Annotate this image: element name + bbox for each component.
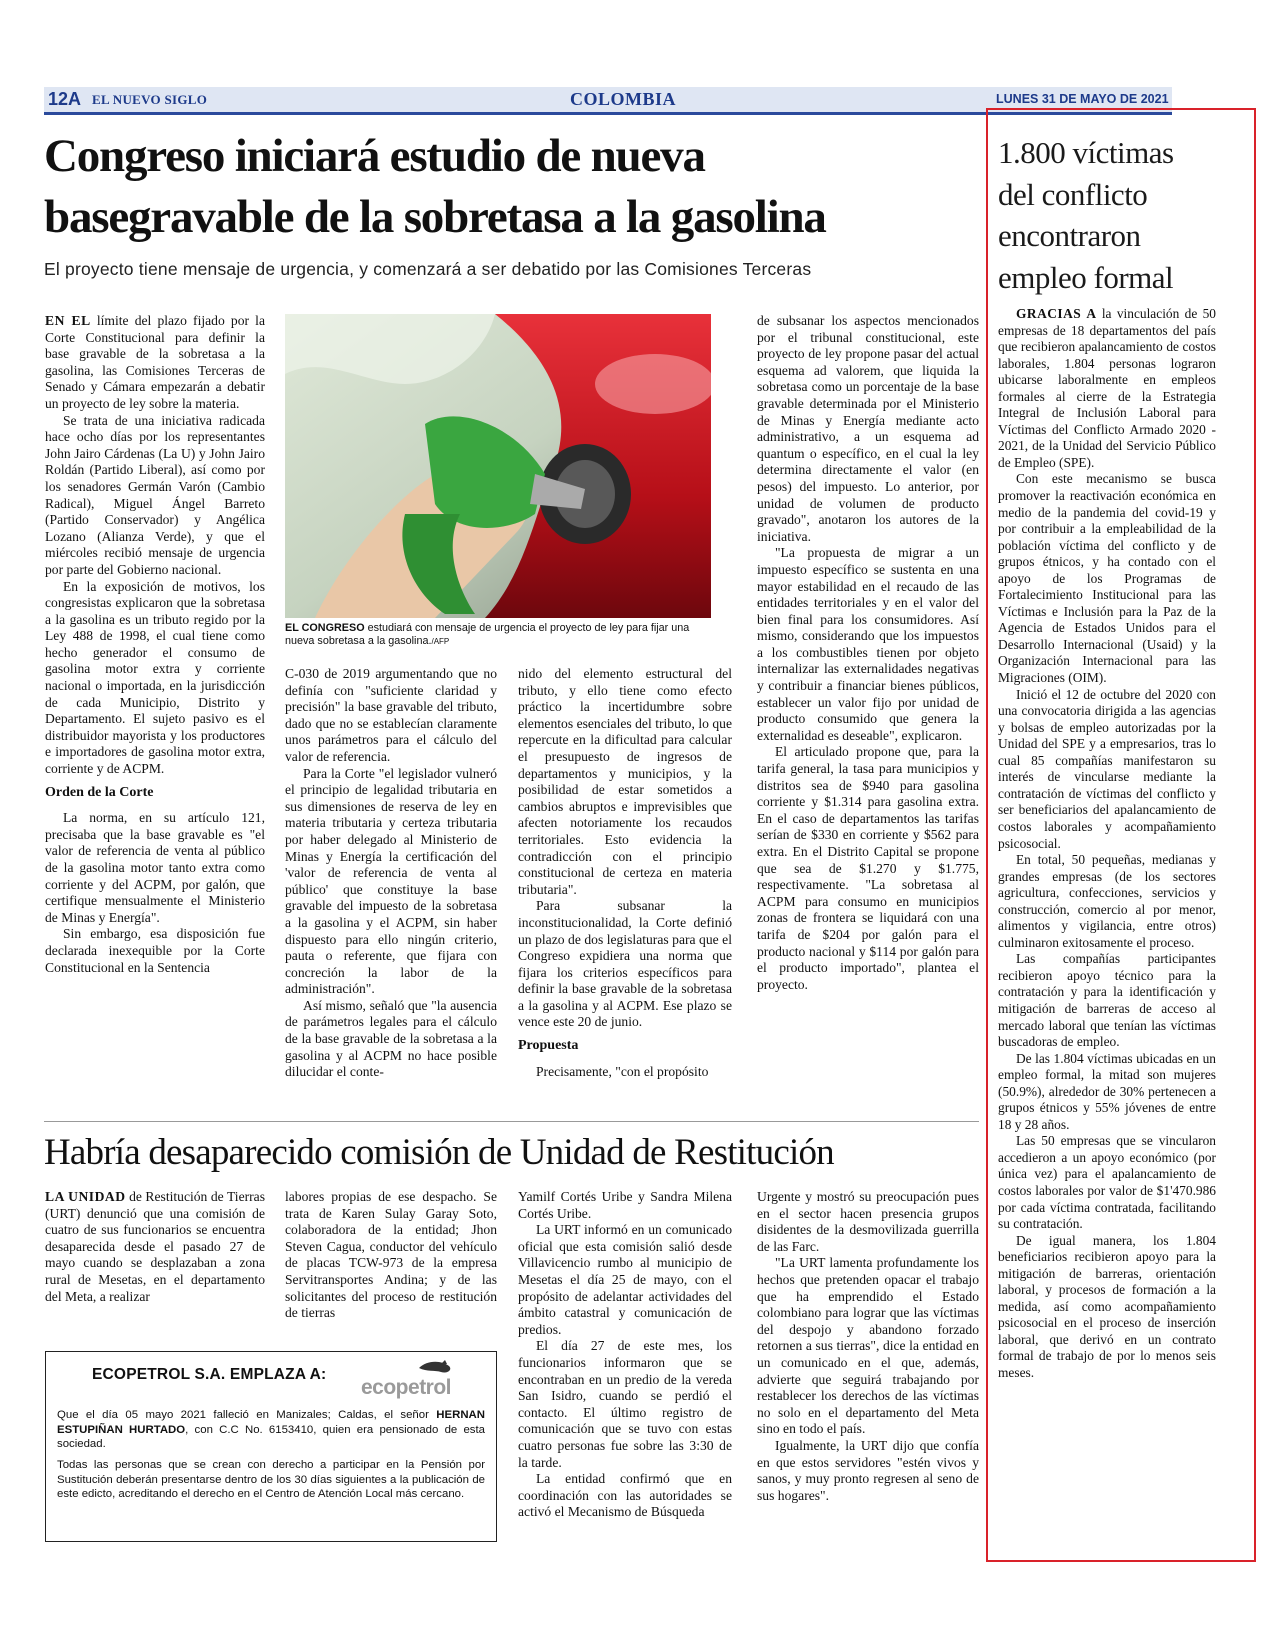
headline-line1: Congreso iniciará estudio de nueva bbox=[44, 130, 705, 182]
paragraph: Igualmente, la URT dijo que confía en que estos servidores "estén vivos y sanos, y muy pronto regresen al seno de sus hogares". bbox=[757, 1437, 979, 1503]
main-col3 bbox=[518, 666, 732, 1080]
paragraph: Para subsanar la inconstitucionalidad, la Corte definió un plazo de dos legislaturas para que el Congreso expidiera una norma que fijara los criterios específicos para definir la base gravable de la sobretasa a la gasolina y al ACPM. Ese plazo se vence este 20 de junio. bbox=[518, 898, 732, 1030]
sidebar-title-line: encontraron bbox=[998, 218, 1141, 253]
paragraph: De igual manera, los 1.804 beneficiarios recibieron apoyo para la mitigación de barreras, orientación laboral, y procesos de formación a la medida, así como acompañamiento psicosocial en el proceso de inserción laboral, que derivó en un contrato formal de trabajo de por lo menos seis meses. bbox=[998, 1232, 1216, 1380]
paragraph: La entidad confirmó que en coordinación con las autoridades se activó el Mecanismo de Búsqueda bbox=[518, 1471, 732, 1520]
lead-in: EN EL bbox=[45, 313, 91, 328]
photo-illustration bbox=[285, 314, 711, 618]
section-name: COLOMBIA bbox=[570, 89, 677, 109]
main-col4 bbox=[757, 313, 979, 993]
paragraph: labores propias de ese despacho. Se trata de Karen Sulay Garay Soto, colaboradora de la entidad; Jhon Steven Cagua, conductor del vehículo de placas TCW-973 de la empresa Servitransportes Andina; y de las solicitantes del proceso de restitución de tierras bbox=[285, 1189, 497, 1321]
paragraph: de Restitución de Tierras (URT) denunció que una comisión de cuatro de sus funcionarios se encuentra desaparecida desde el pasado 27 de mayo cuando se desplazaban a zona rural de Mesetas, en el departamento del Meta, a realizar bbox=[45, 1189, 265, 1304]
subhead: Propuesta bbox=[518, 1038, 579, 1054]
headline-line2: basegravable de la sobretasa a la gasolina bbox=[44, 191, 826, 243]
paragraph: El articulado propone que, para la tarifa general, la tasa para municipios y distritos sea de $940 para gasolina corriente y $1.314 para gasolina extra. En el caso de departamentos las tarifas serían de $330 en corriente y $562 para extra. En el Distrito Capital se propone que sea de $1.270 y $1.775, respectivamente. "La sobretasa al ACPM para consumo en municipios zonas de frontera se liquidará con una tarifa de $204 por galón para el producto nacional y $114 por galón para el producto importado", plantea el proyecto. bbox=[757, 744, 979, 992]
paragraph: "La propuesta de migrar a un impuesto específico se sustenta en una mayor estabilidad en el recaudo de las entidades territoriales y en el valor del bien final para los consumidores. Así mismo, considerando que los impuestos a los combustibles tienen por objeto internalizar las externalidades negativas y contribuir a financiar bienes públicos, establecer un valor fijo por unidad de producto consumido que genera la externalidad es deseable", explicaron. bbox=[757, 545, 979, 743]
paragraph: Así mismo, señaló que "la ausencia de parámetros legales para el cálculo de la base gravable de la sobretasa a la gasolina y al ACPM no hace posible dilucidar el conte- bbox=[285, 997, 497, 1080]
notice-title: ECOPETROL S.A. EMPLAZA A: bbox=[92, 1366, 327, 1383]
main-col2 bbox=[285, 666, 497, 1081]
paragraph: C-030 de 2019 argumentando que no definía con "suficiente claridad y precisión" la base gravable del tributo, dado que no se establecían claramente unos parámetros para el cálculo del valor de referencia. bbox=[285, 666, 497, 764]
paragraph: Inició el 12 de octubre del 2020 con una convocatoria dirigida a las agencias y bolsas de empleo autorizadas por la Unidad del SPE y a empresarios, tras lo cual 85 compañías manifestaron su interés de vincularse mediante la contratación de víctimas del conflicto y ser beneficiarios del apalancamiento de costos laborales y acompañamiento psicosocial. bbox=[998, 686, 1216, 851]
paragraph: Con este mecanismo se busca promover la reactivación económica en medio de la pandemia del covid-19 y por contribuir a la empleabilidad de la población víctima del conflicto y de grupos étnicos, y ha contado con el apoyo de los Programas de Fortalecimiento Institucional para las Víctimas e Inclusión para la Paz de la Agencia de Estados Unidos para el Desarrollo Internacional (Usaid) y la Organización Internacional para las Migraciones (OIM). bbox=[998, 471, 1216, 686]
paragraph: límite del plazo fijado por la Corte Constitucional para definir la base gravable de la sobretasa a la gasolina, las Comisiones Terceras de Senado y Cámara empezarán a debatir un proyecto de ley sobre la materia. bbox=[45, 313, 265, 411]
second-col3 bbox=[518, 1189, 732, 1521]
lead-in: LA UNIDAD bbox=[45, 1189, 126, 1204]
paragraph: En la exposición de motivos, los congresistas explicaron que la sobretasa a la gasolina es un tributo regido por la Ley 488 de 1998, el cual tiene como hecho generador el consumo de gasolina motor extra y corriente nacional o importada, en la jurisdicción de cada Municipio, Distrito y Departamento. El sujeto pasivo es el distribuidor mayorista y los productores e importadores de gasolina motor extra, corriente y de ACPM. bbox=[45, 578, 265, 777]
paper-name: EL NUEVO SIGLO bbox=[92, 92, 208, 107]
paragraph: Para la Corte "el legislador vulneró el principio de legalidad tributaria en sus dimensiones de reserva de ley en materia tributaria y certeza tributaria por haber delegado al Ministerio de Minas y Energía la certificación del 'valor de referencia de venta al público' que constituye la base gravable del impuesto de la sobretasa a la gasolina y el ACPM, sin haber dispuesto para ello ningún criterio, pauta o referente, que fijara con concreción la labor de la administración". bbox=[285, 765, 497, 997]
paragraph: Urgente y mostró su preocupación pues en el sector hacen presencia grupos disidentes de la desmovilizada guerrilla de las Farc. bbox=[757, 1189, 979, 1254]
paragraph: Precisamente, "con el propósito bbox=[536, 1063, 709, 1079]
paragraph: La norma, en su artículo 121, precisaba que la base gravable es "el valor de referencia de venta al público de la gasolina motor tanto extra como corriente y del ACPM, por galón, que certifique mensualmente el Ministerio de Minas y Energía". bbox=[45, 810, 265, 925]
paragraph: la vinculación de 50 empresas de 18 departamentos del país que recibieron apalancamiento de costos laborales, 1.804 personas lograron ubicarse laboralmente en empleos formales al cierre de la Estrategia Integral de Inclusión Laboral para Víctimas del Conflicto Armado 2020 - 2021, de la Unidad del Servicio Público de Empleo (SPE). bbox=[998, 306, 1216, 470]
sidebar-body bbox=[998, 306, 1216, 1382]
photo-credit: /AFP bbox=[431, 637, 450, 646]
main-col1 bbox=[45, 313, 265, 976]
subhead: Orden de la Corte bbox=[45, 784, 154, 800]
paragraph: de subsanar los aspectos mencionados por el tribunal constitucional, este proyecto de ley propone pasar del actual esquema ad valorem, que liquida la sobretasa como un porcentaje de la base gravable determinada por el Ministerio de Minas y Energía mediante acto administrativo, a un esquema ad quantum o específico, en el cual la ley determina directamente el valor (en pesos) del impuesto. Lo anterior, por unidad de volumen de producto gravado", anotaron los autores de la iniciativa. bbox=[757, 313, 979, 544]
second-col1 bbox=[45, 1189, 265, 1305]
paragraph: nido del elemento estructural del tributo, y ello tiene como efecto práctico la incertidumbre sobre elementos esenciales del tributo, lo que repercute en la dificultad para calcular el presupuesto de ingresos de departamentos y municipios, y la posibilidad de estar sometidos a cambios abruptos e imprevisibles que afecten notoriamente los recaudos territoriales. Esto evidencia la contradicción con el principio constitucional de certeza en materia tributaria". bbox=[518, 666, 732, 897]
sidebar-title-line: 1.800 víctimas bbox=[998, 135, 1174, 170]
paragraph: El día 27 de este mes, los funcionarios informaron que se encontraban en un predio de la vereda San Isidro, cuando se perdió el contacto. El último registro de comunicación que se tuvo con estas cuatro personas fue sobre las 3:30 de la tarde. bbox=[518, 1338, 732, 1470]
notice-text: , con C.C No. 6153410, quien era pensionado de esta sociedad. bbox=[57, 1423, 485, 1451]
fuel-nozzle-photo bbox=[285, 314, 711, 618]
paragraph: La URT informó en un comunicado oficial que esta comisión salió desde Villavicencio rumbo al municipio de Mesetas el día 25 de mayo, con el propósito de adelantar actividades del ámbito catastral y comunicación de predios. bbox=[518, 1222, 732, 1337]
photo-caption bbox=[285, 622, 711, 648]
paragraph: Las compañías participantes recibieron apoyo técnico para la contratación y para la identificación y mitigación de barreras de acceso al mercado laboral que tenían las víctimas buscadoras de empleo. bbox=[998, 951, 1216, 1050]
second-col2 bbox=[285, 1189, 497, 1322]
notice-body-1 bbox=[57, 1408, 485, 1452]
ecopetrol-logo bbox=[361, 1358, 486, 1398]
page-number: 12A bbox=[48, 89, 82, 109]
date: LUNES 31 DE MAYO DE 2021 bbox=[996, 92, 1169, 106]
sidebar-title-line: empleo formal bbox=[998, 259, 1174, 295]
notice-text: Que el día 05 mayo 2021 falleció en Manizales; Caldas, el señor bbox=[57, 1409, 437, 1421]
subtitle: El proyecto tiene mensaje de urgencia, y comenzará a ser debatido por las Comisiones Terceras bbox=[44, 259, 812, 279]
paragraph: "La URT lamenta profundamente los hechos que pretenden opacar el trabajo que ha emprendido el Estado colombiano para lograr que las víctimas del despojo y abandono forzado retornen a sus tierras", dice la entidad en un comunicado en el que, además, advierte que seguirá trabajando por restablecer los derechos de las víctimas no solo en el departamento del Meta sino en todo el país. bbox=[757, 1255, 979, 1437]
caption-lead: EL CONGRESO bbox=[285, 622, 365, 634]
sidebar-headline bbox=[998, 132, 1248, 298]
section-divider bbox=[44, 1121, 979, 1122]
sidebar-title-line: del conflicto bbox=[998, 176, 1148, 212]
second-headline: Habría desaparecido comisión de Unidad de Restitución bbox=[44, 1132, 834, 1173]
logo-text: ecopetrol bbox=[361, 1376, 452, 1399]
caption-text: estudiará con mensaje de urgencia el proyecto de ley para fijar una nueva sobretasa a la gasolina. bbox=[285, 622, 690, 647]
ecopetrol-notice bbox=[45, 1351, 497, 1542]
deceased-name: HERNAN ESTUPIÑAN HURTADO bbox=[57, 1409, 485, 1436]
paragraph: Las 50 empresas que se vincularon accedieron a un apoyo económico (por única vez) para el apalancamiento de costos laborales por valor de $1'470.986 por cada víctima contratada, facilitando su contratación. bbox=[998, 1133, 1216, 1232]
paragraph: Yamilf Cortés Uribe y Sandra Milena Cortés Uribe. bbox=[518, 1189, 732, 1221]
paragraph: De las 1.804 víctimas ubicadas en un empleo formal, la mitad son mujeres (50.9%), alrededor de 30% pertenecen a grupos étnicos y 55% jóvenes de entre 18 y 28 años. bbox=[998, 1050, 1216, 1132]
paragraph: Se trata de una iniciativa radicada hace ocho días por los representantes John Jairo Cárdenas (La U) y John Jairo Roldán (Partido Liberal), así como por los senadores Germán Varón (Cambio Radical), Miguel Ángel Barreto (Partido Conservador) y Angélica Lozano (Alianza Verde), y que el miércoles recibió mensaje de urgencia por parte del Gobierno nacional. bbox=[45, 412, 265, 577]
paragraph: En total, 50 pequeñas, medianas y grandes empresas (de los sectores agricultura, confecciones, servicios y construcción, comercio al por menor, alimentos y vigilancia, entre otros) culminaron exitosamente el proceso. bbox=[998, 852, 1216, 950]
second-col4 bbox=[757, 1189, 979, 1504]
notice-body-2: Todas las personas que se crean con derecho a participar en la Pensión por Sustitución deberán presentarse dentro de los 30 días siguientes a la publicación de este edicto, acreditando el derecho en el Centro de Atención Local más cercano. bbox=[57, 1459, 485, 1501]
lead-in: GRACIAS A bbox=[1016, 306, 1097, 321]
paragraph: Sin embargo, esa disposición fue declarada inexequible por la Corte Constitucional en la Sentencia bbox=[45, 926, 265, 975]
